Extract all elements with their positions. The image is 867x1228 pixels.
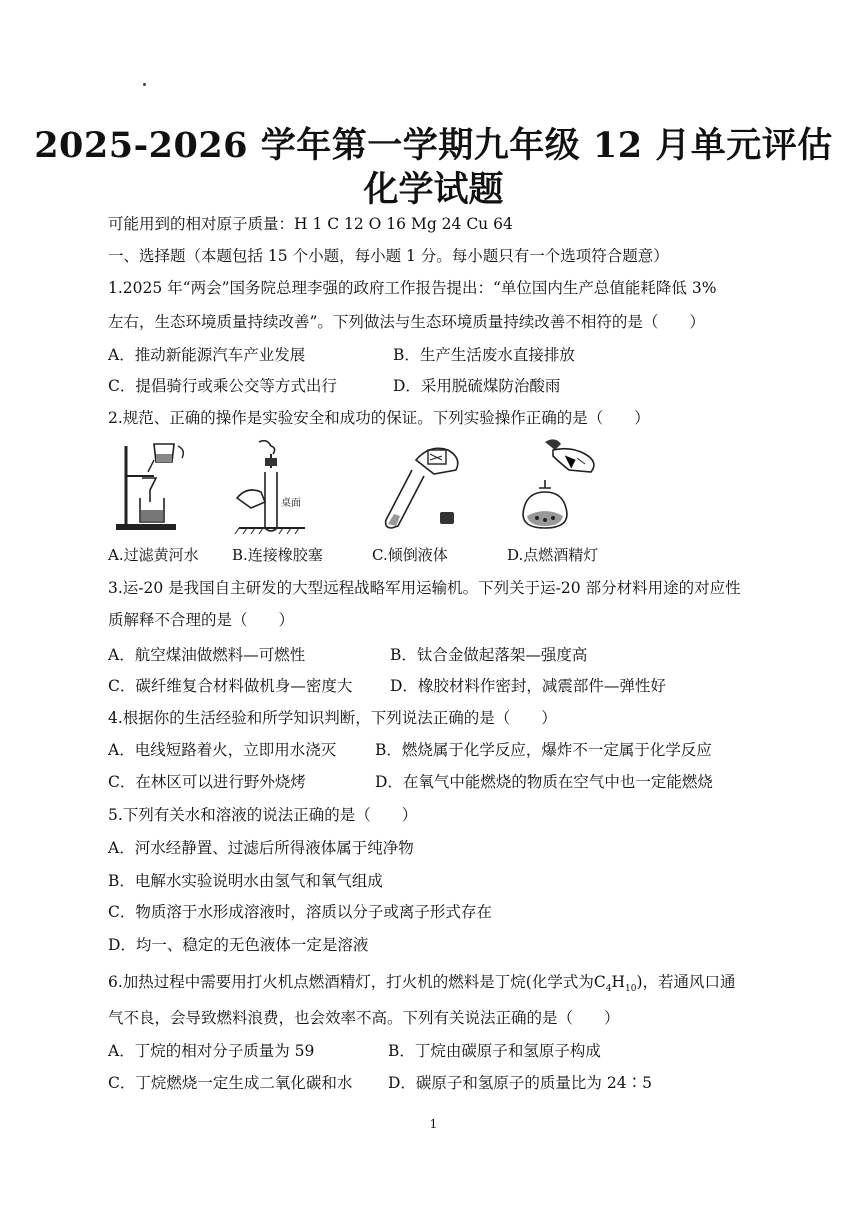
q5-option-d: D．均一、稳定的无色液体一定是溶液 — [108, 936, 369, 954]
page-number: 1 — [429, 1117, 438, 1131]
alcohol-lamp-figure — [515, 436, 605, 536]
q2-option-c: C.倾倒液体 — [372, 546, 448, 564]
section-heading: 一、选择题（本题包括 15 个小题，每小题 1 分。每小题只有一个选项符合题意） — [108, 247, 669, 265]
q1-option-b: B．生产生活废水直接排放 — [393, 346, 575, 364]
q2-option-b: B.连接橡胶塞 — [232, 546, 323, 564]
q5-stem: 5.下列有关水和溶液的说法正确的是（ ） — [108, 806, 418, 824]
exam-title: 2025-2026 学年第一学期九年级 12 月单元评估 — [34, 125, 833, 166]
q3-stem-line1: 3.运-20 是我国自主研发的大型远程战略军用运输机。下列关于运-20 部分材料用途的对应性 — [108, 579, 741, 597]
atomic-masses: 可能用到的相对原子质量：H 1 C 12 O 16 Mg 24 Cu 64 — [108, 215, 513, 233]
q5-option-c: C．物质溶于水形成溶液时，溶质以分子或离子形式存在 — [108, 903, 492, 921]
q3-option-d: D．橡胶材料作密封，减震部件—弹性好 — [390, 677, 666, 695]
q1-option-d: D．采用脱硫煤防治酸雨 — [393, 377, 561, 395]
q6-option-a: A．丁烷的相对分子质量为 59 — [108, 1042, 315, 1060]
q2-option-a: A.过滤黄河水 — [108, 546, 199, 564]
q6-stem-part2: )，若通风口通 — [636, 973, 736, 991]
q3-option-c: C．碳纤维复合材料做机身—密度大 — [108, 677, 353, 695]
q4-option-a: A．电线短路着火，立即用水浇灭 — [108, 741, 337, 759]
filtration-figure — [112, 436, 192, 532]
q4-option-b: B．燃烧属于化学反应，爆炸不一定属于化学反应 — [375, 741, 712, 759]
q5-option-b: B．电解水实验说明水由氢气和氧气组成 — [108, 872, 383, 890]
scan-speck — [143, 83, 146, 86]
q4-option-d: D．在氧气中能燃烧的物质在空气中也一定能燃烧 — [375, 773, 713, 791]
q6-option-d: D．碳原子和氢原子的质量比为 24∶5 — [388, 1074, 652, 1092]
q3-stem-line2: 质解释不合理的是（ ） — [108, 611, 295, 629]
q6-stem-line1 — [108, 970, 736, 994]
desk-label: 桌面 — [281, 498, 301, 509]
q4-stem: 4.根据你的生活经验和所学知识判断，下列说法正确的是（ ） — [108, 709, 557, 727]
q6-stem-part1: 6.加热过程中需要用打火机点燃酒精灯，打火机的燃料是丁烷(化学式为 — [108, 973, 594, 991]
rubber-stopper-figure — [233, 436, 313, 534]
q2-option-d: D.点燃酒精灯 — [507, 546, 599, 564]
butane-formula: $C_4H_{10}$ — [593, 973, 637, 995]
q2-stem: 2.规范、正确的操作是实验安全和成功的保证。下列实验操作正确的是（ ） — [108, 409, 650, 427]
q6-stem-line2: 气不良，会导致燃料浪费，也会效率不高。下列有关说法正确的是（ ） — [108, 1009, 620, 1027]
pouring-liquid-figure — [372, 440, 472, 534]
exam-subject-title: 化学试题 — [363, 169, 504, 210]
q4-option-c: C．在林区可以进行野外烧烤 — [108, 773, 306, 791]
q6-option-b: B．丁烷由碳原子和氢原子构成 — [388, 1042, 601, 1060]
q3-option-b: B．钛合金做起落架—强度高 — [390, 646, 588, 664]
q1-option-c: C．提倡骑行或乘公交等方式出行 — [108, 377, 337, 395]
q1-stem-line1: 1.2025 年“两会”国务院总理李强的政府工作报告提出：“单位国内生产总值能耗降低 3% — [108, 279, 717, 297]
q1-option-a: A．推动新能源汽车产业发展 — [108, 346, 306, 364]
q6-option-c: C．丁烷燃烧一定生成二氧化碳和水 — [108, 1074, 353, 1092]
q1-stem-line2: 左右，生态环境质量持续改善”。下列做法与生态环境质量持续改善不相符的是（ ） — [108, 313, 705, 331]
q5-option-a: A．河水经静置、过滤后所得液体属于纯净物 — [108, 839, 414, 857]
q3-option-a: A．航空煤油做燃料—可燃性 — [108, 646, 306, 664]
